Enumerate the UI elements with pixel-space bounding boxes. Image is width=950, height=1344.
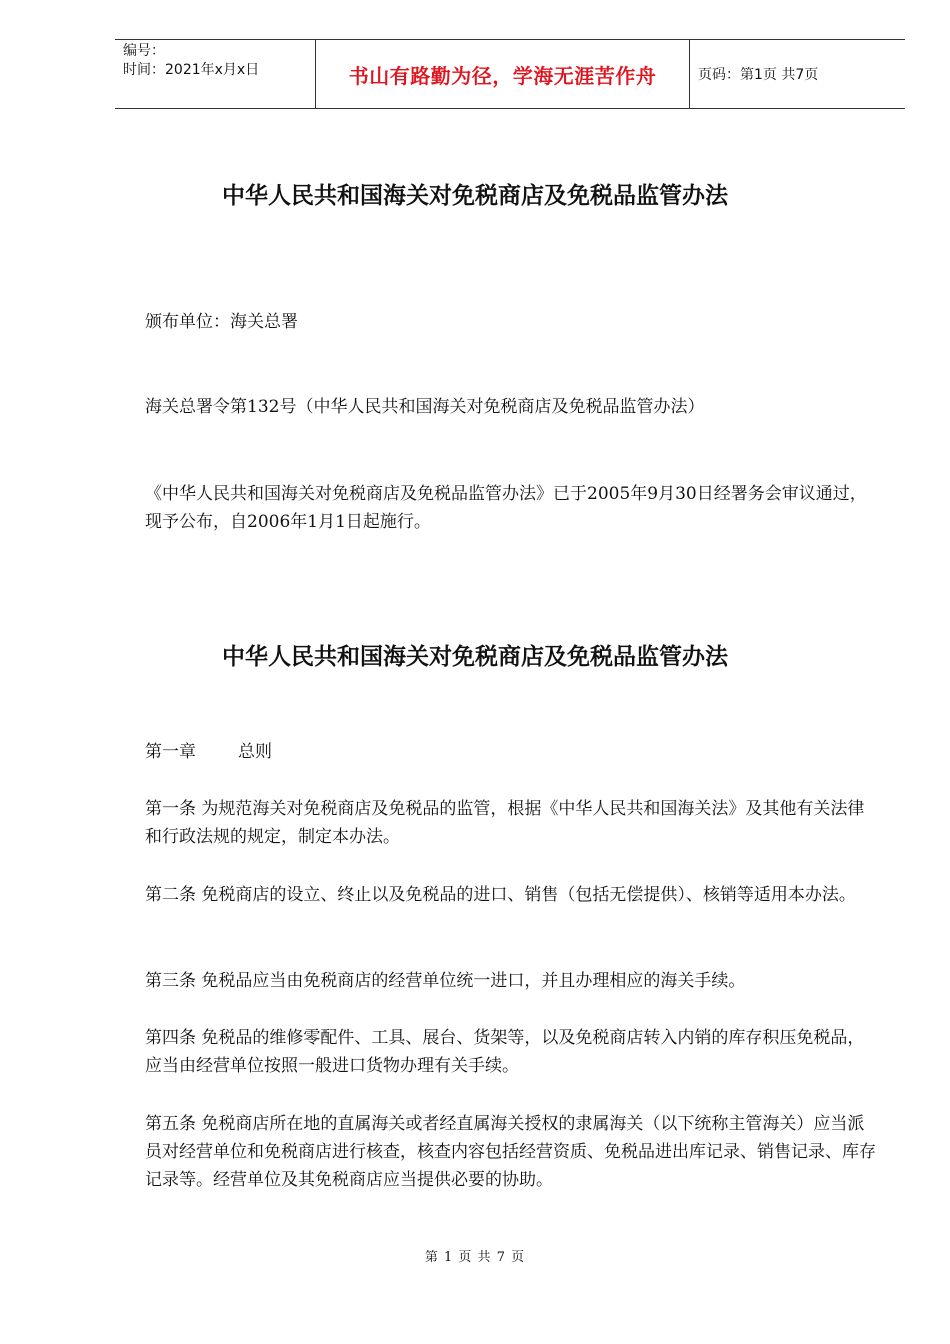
chapter-name: 总则: [238, 742, 272, 762]
number-label: 编号：: [123, 43, 165, 59]
announcement-paragraph: 《中华人民共和国海关对免税商店及免税品监管办法》已于2005年9月30日经署务会审议通过，现予公布，自2006年1月1日起施行。: [145, 484, 867, 532]
header-meta: [115, 40, 316, 108]
page-header: [115, 39, 905, 109]
article-1: 第一条 为规范海关对免税商店及免税品的监管，根据《中华人民共和国海关法》及其他有关法律和行政法规的规定，制定本办法。: [145, 799, 865, 847]
chapter-number: 第一章: [145, 742, 196, 762]
document-title-repeat: 中华人民共和国海关对免税商店及免税品监管办法: [222, 644, 728, 670]
article-2: 第二条 免税商店的设立、终止以及免税品的进口、销售（包括无偿提供）、核销等适用本办法。: [145, 885, 856, 905]
time-label: 时间：2021年x月x日: [123, 62, 260, 78]
page-footer: 第 1 页 共 7 页: [424, 1250, 526, 1265]
article-5: 第五条 免税商店所在地的直属海关或者经直属海关授权的隶属海关（以下统称主管海关）应当派员对经营单位和免税商店进行核查，核查内容包括经营资质、免税品进出库记录、销售记录、库存记录等。经营单位及其免税商店应当提供必要的协助。: [145, 1114, 876, 1190]
header-page-info: 页码：第1页 共7页: [698, 67, 819, 83]
header-motto: 书山有路勤为径，学海无涯苦作舟: [316, 40, 690, 108]
issuer-line: 颁布单位：海关总署: [145, 312, 298, 332]
article-4: 第四条 免税品的维修零配件、工具、展台、货架等，以及免税商店转入内销的库存积压免税品，应当由经营单位按照一般进口货物办理有关手续。: [145, 1028, 865, 1076]
chapter-heading: [145, 738, 880, 766]
document-title: 中华人民共和国海关对免税商店及免税品监管办法: [222, 183, 728, 209]
decree-line: 海关总署令第132号（中华人民共和国海关对免税商店及免税品监管办法）: [145, 397, 705, 417]
article-3: 第三条 免税品应当由免税商店的经营单位统一进口，并且办理相应的海关手续。: [145, 971, 746, 991]
